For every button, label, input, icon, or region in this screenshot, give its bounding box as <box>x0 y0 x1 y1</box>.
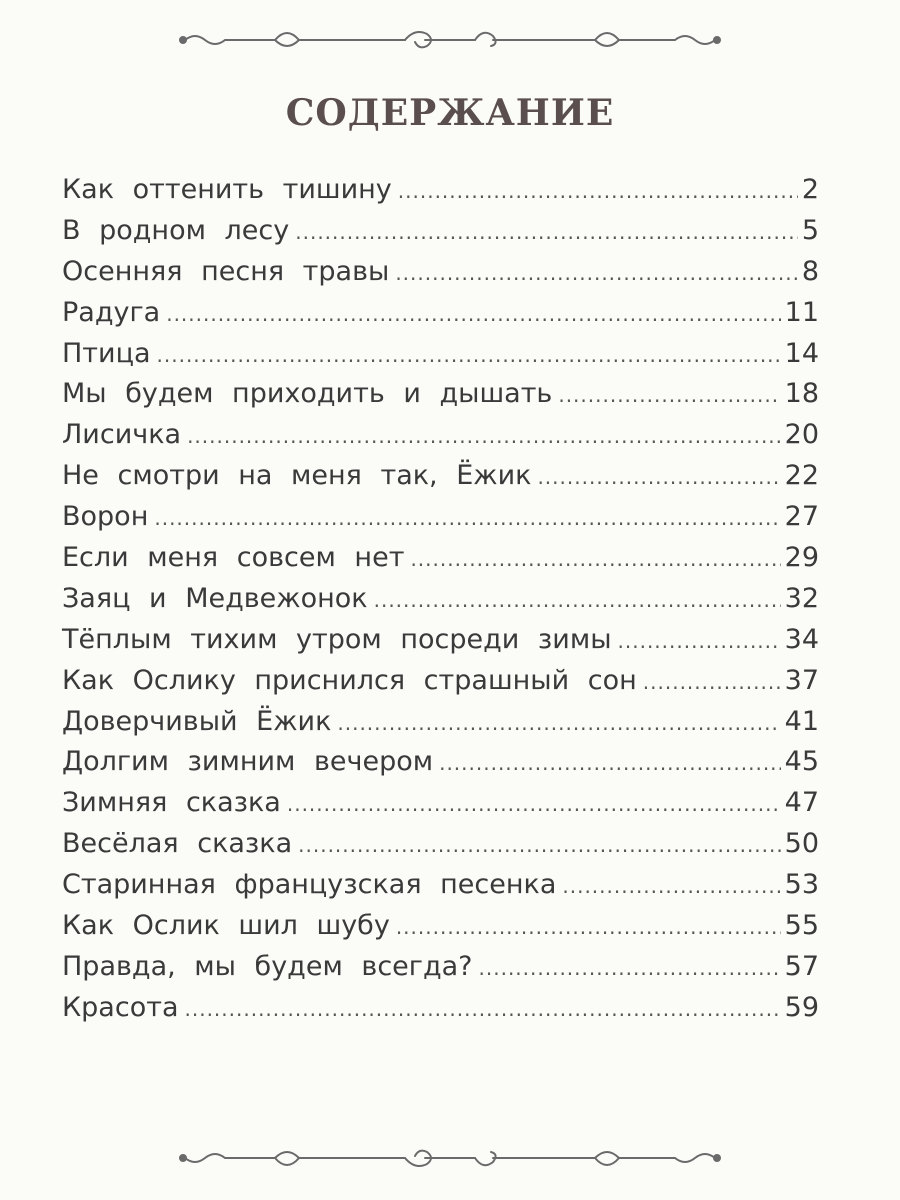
dot-leader <box>395 253 798 294</box>
toc-entry <box>62 661 819 702</box>
dot-leader <box>287 784 781 825</box>
toc-entry <box>62 497 819 538</box>
toc-entry <box>62 620 819 661</box>
dot-leader <box>298 825 781 866</box>
toc-entry-page-number: 2 <box>801 174 819 205</box>
toc-entry-page-number: 45 <box>784 746 819 778</box>
toc-entry <box>62 374 819 415</box>
toc-entry <box>62 538 819 579</box>
toc-entry <box>62 865 819 906</box>
toc-entry-title: В родном лесу <box>62 214 290 246</box>
toc-entry-page-number: 22 <box>784 460 819 492</box>
toc-entry-page-number: 55 <box>784 910 819 942</box>
toc-entry <box>62 293 819 334</box>
dot-leader <box>410 539 780 580</box>
dot-leader <box>643 662 781 703</box>
toc-entry <box>62 170 819 211</box>
toc-entry <box>62 824 819 865</box>
toc-entry-title: Весёлая сказка <box>62 828 293 860</box>
toc-entry-page-number: 57 <box>784 950 819 982</box>
toc-entry-title: Не смотри на меня так, Ёжик <box>62 460 532 492</box>
toc-entry-page-number: 14 <box>784 337 819 369</box>
dot-leader <box>154 498 780 539</box>
toc-entry-title: Старинная французская песенка <box>62 869 557 901</box>
toc-entry <box>62 334 819 375</box>
toc-entry <box>62 415 819 456</box>
toc-entry <box>62 947 819 988</box>
toc-entry <box>62 702 819 743</box>
toc-entry-page-number: 34 <box>784 623 819 655</box>
table-of-contents <box>62 170 819 1029</box>
dot-leader <box>398 171 798 212</box>
page-title: СОДЕРЖАНИЕ <box>285 92 615 134</box>
toc-entry-title: Тёплым тихим утром посреди зимы <box>62 623 612 655</box>
toc-entry-title: Красота <box>62 991 179 1023</box>
toc-entry-title: Как Ослику приснился страшный сон <box>62 664 637 696</box>
toc-entry-page-number: 59 <box>784 991 819 1023</box>
toc-entry-page-number: 18 <box>784 378 819 410</box>
toc-entry-title: Ворон <box>62 501 149 533</box>
toc-entry-title: Если меня совсем нет <box>62 542 405 574</box>
dot-leader <box>558 375 780 416</box>
dot-leader <box>439 743 781 784</box>
bottom-flourish-divider-icon <box>175 1136 725 1180</box>
toc-entry-page-number: 20 <box>784 419 819 451</box>
toc-entry-title: Как оттенить тишину <box>62 174 392 205</box>
toc-entry <box>62 988 819 1029</box>
toc-entry-page-number: 37 <box>784 664 819 696</box>
toc-entry-title: Долгим зимним вечером <box>62 746 434 778</box>
toc-entry-title: Доверчивый Ёжик <box>62 705 332 737</box>
flourish-svg <box>175 18 725 62</box>
toc-entry-page-number: 29 <box>784 542 819 574</box>
toc-entry <box>62 211 819 252</box>
toc-entry-page-number: 32 <box>784 582 819 614</box>
dot-leader <box>479 948 781 989</box>
toc-entry <box>62 742 819 783</box>
toc-entry-title: Зимняя сказка <box>62 787 281 819</box>
dot-leader <box>537 457 780 498</box>
dot-leader <box>166 294 780 335</box>
toc-entry-title: Заяц и Медвежонок <box>62 582 368 614</box>
toc-entry <box>62 579 819 620</box>
dot-leader <box>618 621 781 662</box>
dot-leader <box>562 866 780 907</box>
dot-leader <box>396 907 781 948</box>
toc-entry-title: Радуга <box>62 296 161 328</box>
toc-entry-title: Правда, мы будем всегда? <box>62 950 473 982</box>
toc-entry-title: Лисичка <box>62 419 182 451</box>
top-flourish-divider-icon <box>175 18 725 62</box>
dot-leader <box>185 989 781 1030</box>
dot-leader <box>157 335 781 376</box>
toc-entry-title: Мы будем приходить и дышать <box>62 378 553 410</box>
toc-entry-title: Птица <box>62 337 151 369</box>
toc-entry-page-number: 27 <box>784 501 819 533</box>
toc-entry <box>62 252 819 293</box>
dot-leader <box>295 212 798 253</box>
dot-leader <box>374 580 781 621</box>
toc-entry-page-number: 47 <box>784 787 819 819</box>
toc-entry <box>62 456 819 497</box>
toc-entry-page-number: 8 <box>801 255 819 287</box>
flourish-svg <box>175 1136 725 1180</box>
toc-entry-page-number: 50 <box>784 828 819 860</box>
toc-entry <box>62 783 819 824</box>
toc-entry-page-number: 41 <box>784 705 819 737</box>
dot-leader <box>337 703 780 744</box>
toc-entry-title: Осенняя песня травы <box>62 255 390 287</box>
toc-entry-page-number: 53 <box>784 869 819 901</box>
dot-leader <box>187 416 781 457</box>
toc-entry-page-number: 5 <box>801 214 819 246</box>
toc-entry-page-number: 11 <box>784 296 819 328</box>
toc-entry-title: Как Ослик шил шубу <box>62 910 390 942</box>
toc-entry <box>62 906 819 947</box>
